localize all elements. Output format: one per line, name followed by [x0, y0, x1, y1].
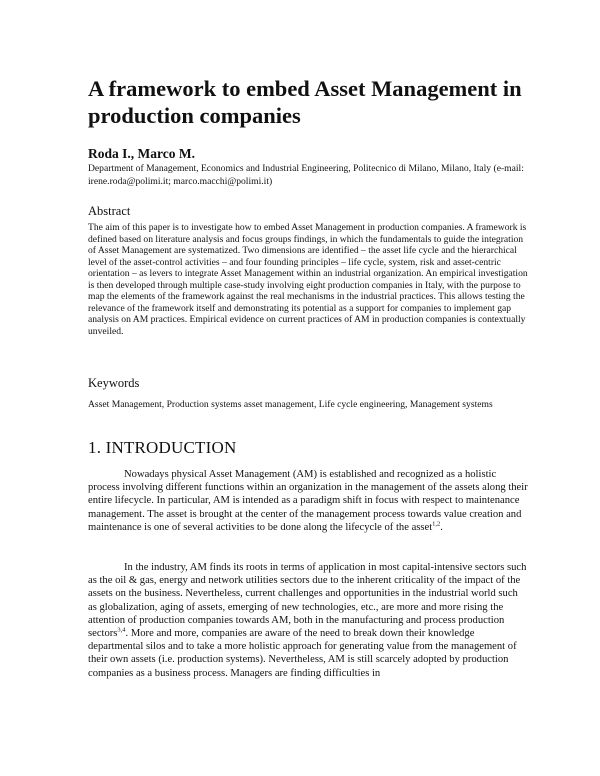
paragraph-text: . More and more, companies are aware of the need to break down their knowledge departmental silos and to take a more holistic approach for generating value from the management of their own assets (i.e. production systems). Nevertheless, AM is still scarcely adopted by production companies as a business process. Managers are finding difficulties in — [88, 628, 517, 679]
abstract-heading: Abstract — [88, 204, 131, 218]
author-list: Roda I., Marco M. — [88, 146, 195, 161]
intro-paragraph-1 — [88, 468, 528, 534]
section-heading-introduction: 1. INTRODUCTION — [88, 438, 237, 457]
paragraph-text: . — [440, 521, 443, 533]
paper-title: A framework to embed Asset Management in production companies — [88, 76, 522, 128]
abstract-body: The aim of this paper is to investigate how to embed Asset Management in production companies. A framework is defined based on literature analysis and focus groups findings, in which the fundamentals to guide the integration of Asset Management are systematized. Two dimensions are identified – the asset life cycle and the hierarchical level of the asset-control activities – and four founding principles – life cycle, system, risk and asset-centric orientation – as levers to integrate Asset Management within an industrial organization. An empirical investigation is then developed through multiple case-study involving eight production companies in Italy, with the purpose to map the elements of the framework against the real mechanisms in the industrial practices. This allows testing the relevance of the framework itself and demonstrating its potential as a support for companies to implement gap analysis on AM practices. Empirical evidence on current practices of AM in production companies is contextually unveiled. — [88, 222, 528, 337]
keywords-body: Asset Management, Production systems asset management, Life cycle engineering, Management systems — [88, 399, 493, 410]
author-affiliation: Department of Management, Economics and Industrial Engineering, Politecnico di Milano, Milano, Italy (e-mail: irene.roda@polimi.it; marco.macchi@polimi.it) — [88, 163, 524, 187]
citation-ref: 3,4 — [117, 626, 126, 634]
keywords-heading: Keywords — [88, 376, 140, 390]
paragraph-text: Nowadays physical Asset Management (AM) is established and recognized as a holistic process involving different functions within an organization in the management of the assets along their entire lifecycle. In particular, AM is intended as a paradigm shift in focus with respect to maintenance management. The asset is brought at the center of the management process towards value creation and maintenance is one of several activities to be done along the lifecycle of the asset — [88, 469, 528, 533]
citation-ref: 1,2 — [432, 520, 441, 528]
intro-paragraph-2 — [88, 561, 528, 680]
paragraph-text: In the industry, AM finds its roots in terms of application in most capital-intensive sectors such as the oil & gas, energy and network utilities sectors due to the inherent criticality of the impact of the assets on the business. Nevertheless, current challenges and opportunities in the industrial world such as globalization, aging of assets, emerging of new technologies, etc., are more and more rising the attention of production companies towards AM, both in the manufacturing and process production sectors — [88, 562, 527, 640]
